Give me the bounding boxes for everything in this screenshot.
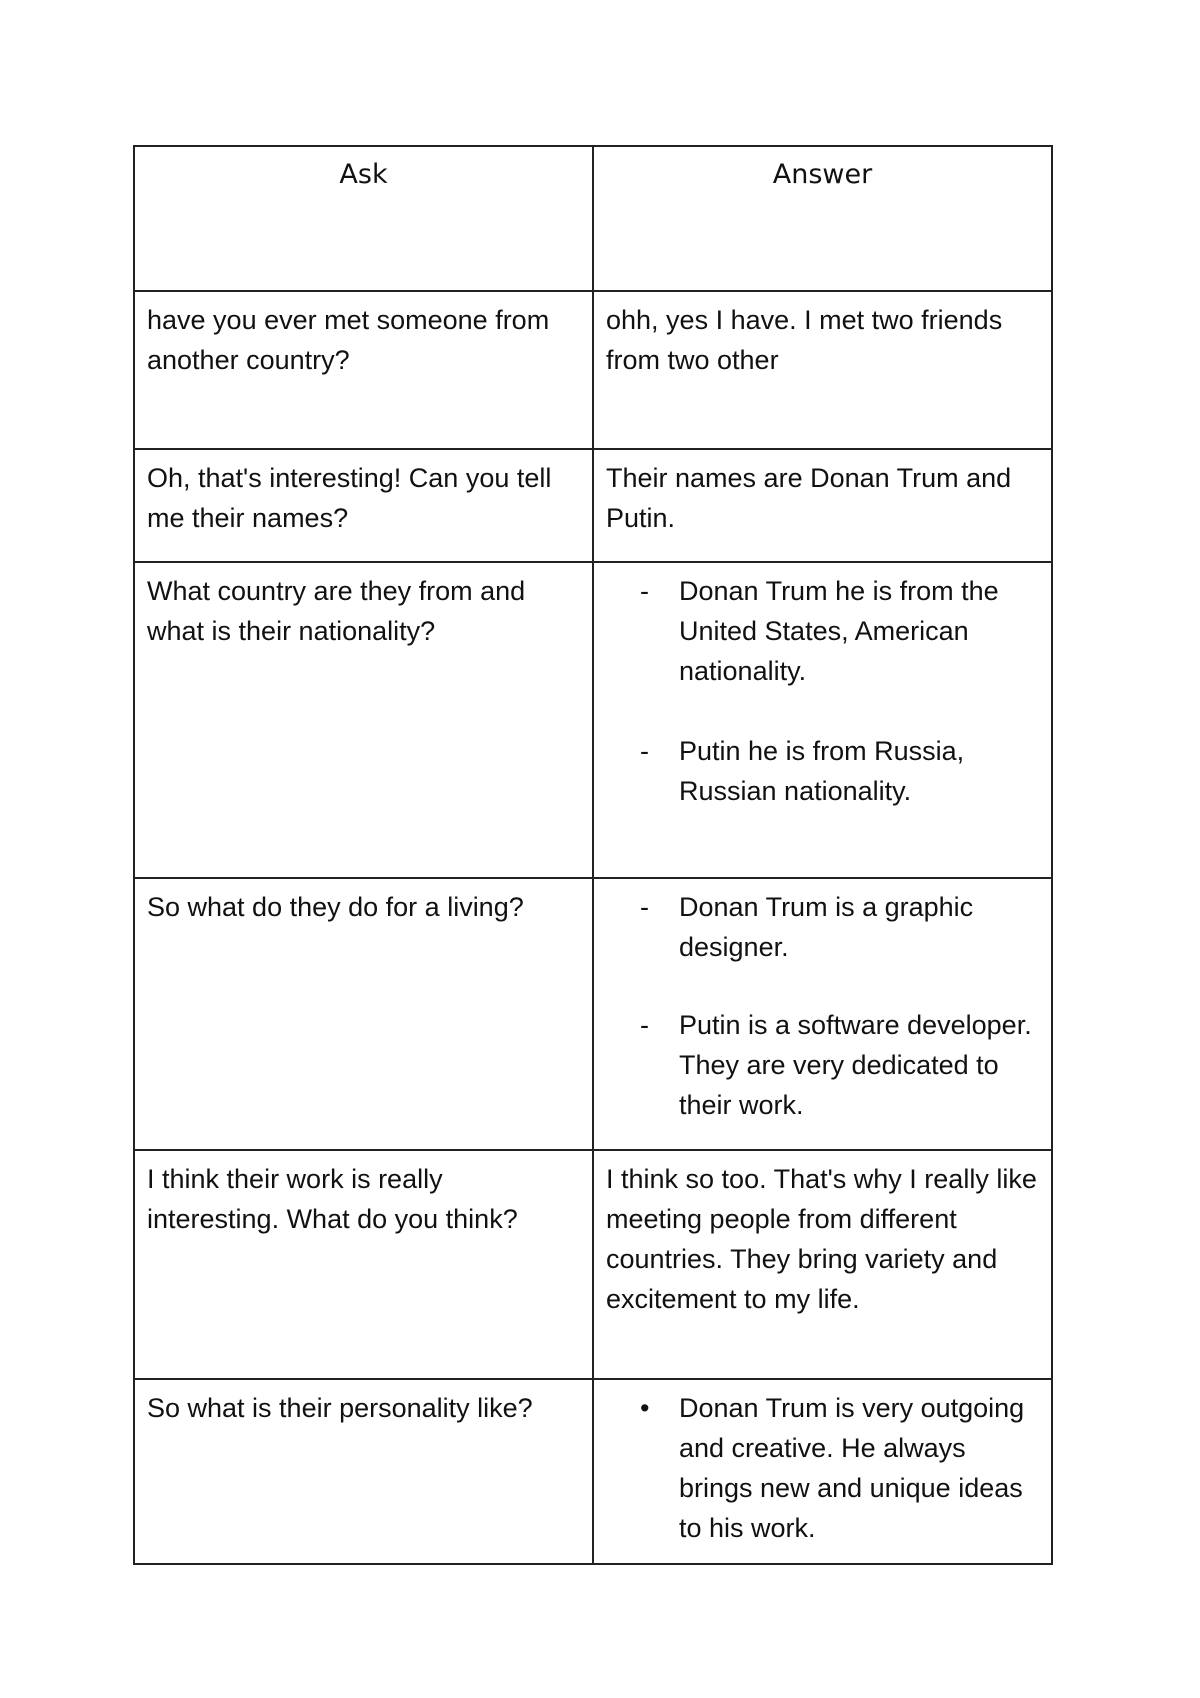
list-item-text: Putin he is from Russia, Russian nationality.: [679, 736, 965, 806]
answer-cell: I think so too. That's why I really like meeting people from different countries. They bring variety and excitement to my life.: [593, 1150, 1052, 1379]
table-row: [134, 449, 1052, 562]
table-row: [134, 291, 1052, 449]
dash-marker: -: [640, 892, 649, 922]
ask-cell: So what is their personality like?: [134, 1379, 593, 1564]
ask-cell: Oh, that's interesting! Can you tell me their names?: [134, 449, 593, 562]
table-row: [134, 1150, 1052, 1379]
list-item-text: Putin is a software developer. They are very dedicated to their work.: [679, 1010, 1032, 1120]
dialogue-table: [133, 145, 1053, 1565]
dash-marker: -: [640, 1010, 649, 1040]
table-row: [134, 562, 1052, 878]
dash-marker: -: [640, 576, 649, 606]
ask-cell: have you ever met someone from another country?: [134, 291, 593, 449]
list-item: [606, 731, 1039, 811]
answer-cell: [593, 878, 1052, 1150]
list-item-text: Donan Trum he is from the United States, American nationality.: [679, 576, 999, 686]
list-item-text: Donan Trum is a graphic designer.: [679, 892, 974, 962]
answer-list: [606, 1388, 1039, 1548]
dash-marker: -: [640, 736, 649, 766]
list-item: [606, 1388, 1039, 1548]
list-item: [606, 1005, 1039, 1125]
ask-cell: I think their work is really interesting. What do you think?: [134, 1150, 593, 1379]
bullet-marker: •: [640, 1393, 650, 1423]
list-item: [606, 571, 1039, 691]
answer-header: Answer: [593, 146, 1052, 291]
ask-cell: What country are they from and what is their nationality?: [134, 562, 593, 878]
table-row: [134, 878, 1052, 1150]
list-item: [606, 887, 1039, 967]
answer-list: [606, 571, 1039, 811]
table-row: [134, 1379, 1052, 1564]
list-item-text: Donan Trum is very outgoing and creative. He always brings new and unique ideas to his work.: [679, 1393, 1025, 1543]
ask-header: Ask: [134, 146, 593, 291]
header-row: [134, 146, 1052, 291]
answer-cell: [593, 1379, 1052, 1564]
ask-cell: So what do they do for a living?: [134, 878, 593, 1150]
answer-cell: [593, 562, 1052, 878]
answer-cell: ohh, yes I have. I met two friends from two other: [593, 291, 1052, 449]
answer-cell: Their names are Donan Trum and Putin.: [593, 449, 1052, 562]
answer-list: [606, 887, 1039, 1125]
